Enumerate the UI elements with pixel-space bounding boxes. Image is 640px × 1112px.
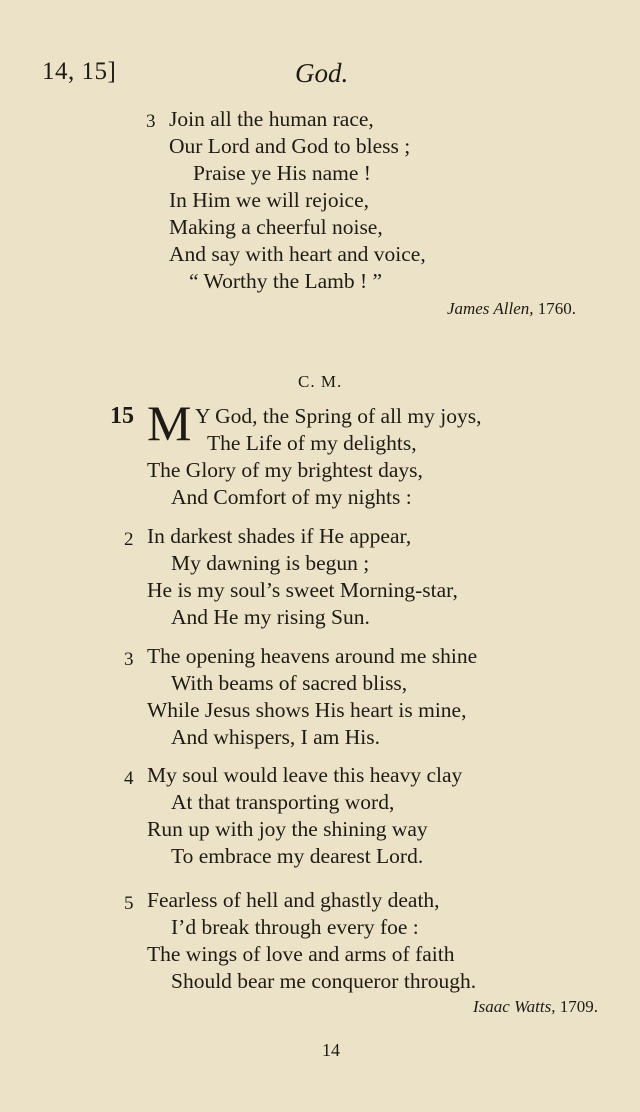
drop-cap: M bbox=[147, 395, 192, 451]
verse-line: In Him we will rejoice, bbox=[169, 188, 370, 212]
verse-line: And He my rising Sun. bbox=[171, 605, 370, 629]
verse-line: To embrace my dearest Lord. bbox=[171, 844, 424, 868]
verse-number: 4 bbox=[124, 768, 134, 789]
verse-line: My soul would leave this heavy clay bbox=[147, 763, 463, 787]
author-name: Isaac Watts, bbox=[473, 997, 556, 1016]
hymn-attribution bbox=[473, 997, 598, 1017]
verse-line: Our Lord and God to bless ; bbox=[169, 134, 411, 158]
meter-label: C. M. bbox=[298, 372, 343, 391]
verse-number: 2 bbox=[124, 529, 134, 550]
author-year: 1709. bbox=[559, 997, 598, 1016]
verse-line: The wings of love and arms of faith bbox=[147, 942, 455, 966]
verse-line: Making a cheerful noise, bbox=[169, 215, 383, 239]
verse-line: Fearless of hell and ghastly death, bbox=[147, 888, 440, 912]
verse-line: Run up with joy the shining way bbox=[147, 817, 428, 841]
verse-number: 5 bbox=[124, 893, 134, 914]
verse-line: The Life of my delights, bbox=[207, 431, 417, 455]
verse-line: “ Worthy the Lamb ! ” bbox=[189, 269, 383, 293]
author-year: 1760. bbox=[537, 299, 576, 318]
verse-line: Y God, the Spring of all my joys, bbox=[195, 404, 482, 428]
verse-line: He is my soul’s sweet Morning-star, bbox=[147, 578, 458, 602]
verse-number: 3 bbox=[124, 649, 134, 670]
verse-line: Praise ye His name ! bbox=[193, 161, 371, 185]
verse-line: I’d break through every foe : bbox=[171, 915, 419, 939]
header-hymn-range: 14, 15] bbox=[42, 58, 117, 85]
verse-line: At that transporting word, bbox=[171, 790, 395, 814]
verse-line: And say with heart and voice, bbox=[169, 242, 426, 266]
verse-line: The Glory of my brightest days, bbox=[147, 458, 423, 482]
page-number: 14 bbox=[322, 1040, 340, 1060]
verse-line: The opening heavens around me shine bbox=[147, 644, 478, 668]
verse-number: 3 bbox=[146, 111, 156, 132]
verse-line: With beams of sacred bliss, bbox=[171, 671, 408, 695]
hymn-number: 15 bbox=[110, 403, 134, 429]
verse-line: And Comfort of my nights : bbox=[171, 485, 412, 509]
header-section-title: God. bbox=[295, 58, 349, 88]
verse-line: Join all the human race, bbox=[169, 107, 374, 131]
author-name: James Allen, bbox=[446, 299, 534, 318]
verse-line: Should bear me conqueror through. bbox=[171, 969, 477, 993]
verse-line: And whispers, I am His. bbox=[171, 725, 381, 749]
verse-line: While Jesus shows His heart is mine, bbox=[147, 698, 467, 722]
hymn-attribution bbox=[447, 299, 576, 319]
verse-line: In darkest shades if He appear, bbox=[147, 524, 412, 548]
verse-line: My dawning is begun ; bbox=[171, 551, 370, 575]
